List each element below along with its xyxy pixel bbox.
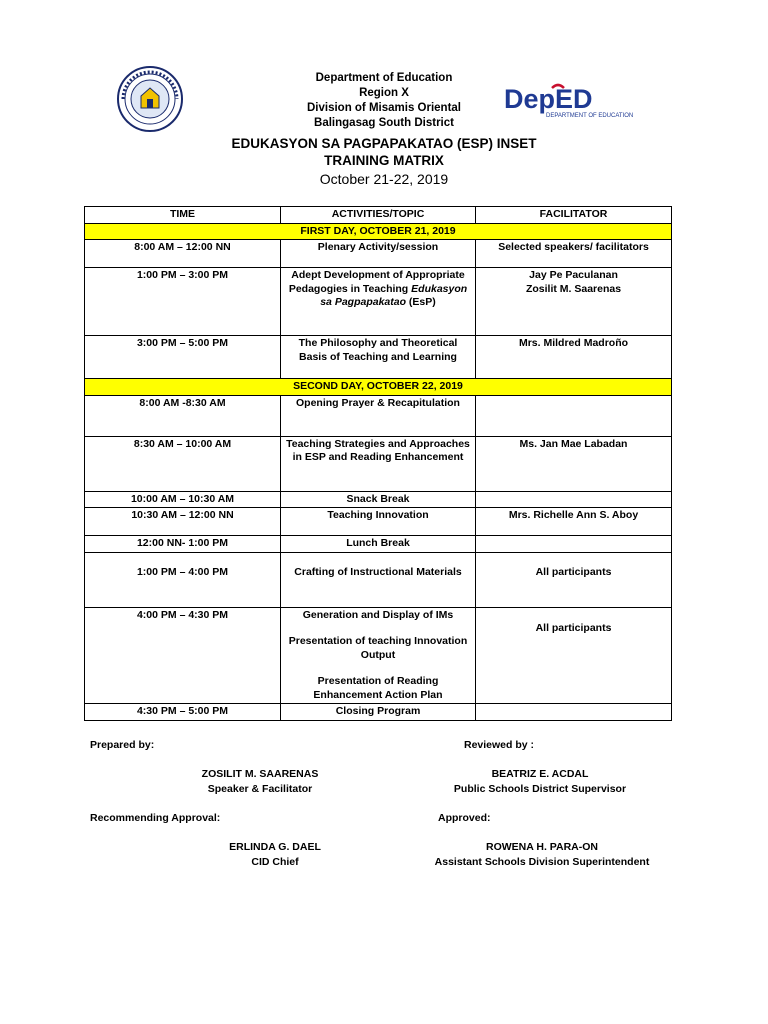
deped-logo-text: DepED <box>504 84 593 114</box>
activity-cell <box>281 607 476 704</box>
facilitator-cell: All participants <box>476 607 672 704</box>
approved-label: Approved: <box>438 812 491 824</box>
activity-item: Generation and Display of IMs <box>302 608 454 621</box>
table-row <box>85 491 672 508</box>
document-title: EDUKASYON SA PAGPAPAKATAO (ESP) INSET <box>231 136 537 151</box>
document-subtitle: TRAINING MATRIX <box>324 153 444 168</box>
time-cell: 4:00 PM – 4:30 PM <box>85 607 281 704</box>
activity-cell: Teaching Strategies and Approaches in ESP and Reading Enhancement <box>281 436 476 491</box>
activity-cell: Opening Prayer & Recapitulation <box>281 395 476 436</box>
column-header-activities: ACTIVITIES/TOPIC <box>281 207 476 224</box>
time-cell: 8:00 AM – 12:00 NN <box>85 240 281 268</box>
activity-cell: The Philosophy and Theoretical Basis of Teaching and Learning <box>281 336 476 379</box>
activity-italic-text: Edukasyon sa Pagpapakatao <box>320 282 468 308</box>
signatory-title: Assistant Schools Division Superintendent <box>434 856 650 868</box>
day-label-first: FIRST DAY, OCTOBER 21, 2019 <box>85 223 672 240</box>
table-row <box>85 395 672 436</box>
facilitator-name: Zosilit M. Saarenas <box>525 282 622 295</box>
day-row-second <box>85 379 672 396</box>
reviewed-by-signatory <box>420 767 660 797</box>
activity-cell: Snack Break <box>281 491 476 508</box>
table-row <box>85 508 672 536</box>
facilitator-name: Jay Pe Paculanan <box>529 269 618 281</box>
time-cell: 1:00 PM – 4:00 PM <box>85 552 281 607</box>
prepared-by-label: Prepared by: <box>90 739 155 751</box>
time-cell: 4:30 PM – 5:00 PM <box>85 704 281 721</box>
table-row <box>85 268 672 336</box>
day-row-first <box>85 223 672 240</box>
time-cell: 8:00 AM -8:30 AM <box>85 395 281 436</box>
training-matrix-table <box>84 206 672 721</box>
facilitator-cell <box>476 395 672 436</box>
header-line-department: Department of Education <box>315 72 453 84</box>
deped-logo <box>502 82 642 127</box>
signatory-title: Public Schools District Supervisor <box>453 783 627 795</box>
signatory-name: ZOSILIT M. SAARENAS <box>201 768 319 780</box>
document-date: October 21-22, 2019 <box>319 171 449 187</box>
facilitator-cell: All participants <box>476 552 672 607</box>
signatory-name: BEATRIZ E. ACDAL <box>491 768 589 780</box>
activity-cell: Lunch Break <box>281 536 476 553</box>
table-header-row <box>85 207 672 224</box>
activity-text: Adept Development of Appropriate Pedagogies in Teaching <box>288 269 465 295</box>
facilitator-cell <box>476 536 672 553</box>
activity-text-suffix: (EsP) <box>406 296 436 308</box>
activity-cell: Closing Program <box>281 704 476 721</box>
table-row <box>85 436 672 491</box>
column-header-facilitator: FACILITATOR <box>476 207 672 224</box>
day-label-second: SECOND DAY, OCTOBER 22, 2019 <box>85 379 672 396</box>
activity-cell: Plenary Activity/session <box>281 240 476 268</box>
activity-cell <box>281 268 476 336</box>
activity-cell: Crafting of Instructional Materials <box>281 552 476 607</box>
deped-logo-subtext: DEPARTMENT OF EDUCATION <box>546 113 634 119</box>
signatory-title: CID Chief <box>251 856 299 868</box>
time-cell: 10:30 AM – 12:00 NN <box>85 508 281 536</box>
time-cell: 1:00 PM – 3:00 PM <box>85 268 281 336</box>
table-row <box>85 536 672 553</box>
facilitator-cell <box>476 491 672 508</box>
approved-signatory <box>412 840 672 870</box>
time-cell: 12:00 NN- 1:00 PM <box>85 536 281 553</box>
table-row <box>85 336 672 379</box>
time-cell: 3:00 PM – 5:00 PM <box>85 336 281 379</box>
header-lines <box>0 71 768 131</box>
facilitator-cell: Ms. Jan Mae Labadan <box>476 436 672 491</box>
table-row <box>85 607 672 704</box>
activity-cell: Teaching Innovation <box>281 508 476 536</box>
table-row <box>85 240 672 268</box>
prepared-by-signatory <box>150 767 370 797</box>
time-cell: 8:30 AM – 10:00 AM <box>85 436 281 491</box>
table-row <box>85 552 672 607</box>
table-row <box>85 704 672 721</box>
column-header-time: TIME <box>85 207 281 224</box>
reviewed-by-label: Reviewed by : <box>464 739 535 751</box>
header-line-region: Region X <box>359 87 409 99</box>
activity-item: Presentation of teaching Innovation Output <box>288 635 468 661</box>
time-cell: 10:00 AM – 10:30 AM <box>85 491 281 508</box>
recommending-signatory <box>165 840 385 870</box>
facilitator-cell: Mrs. Richelle Ann S. Aboy <box>476 508 672 536</box>
facilitator-cell <box>476 268 672 336</box>
signatory-title: Speaker & Facilitator <box>207 783 313 795</box>
signatory-name: ERLINDA G. DAEL <box>229 841 321 853</box>
activity-item: Presentation of Reading Enhancement Action Plan <box>313 675 443 701</box>
facilitator-cell: Selected speakers/ facilitators <box>476 240 672 268</box>
header-line-district: Balingasag South District <box>314 117 454 129</box>
facilitator-cell <box>476 704 672 721</box>
header-line-division: Division of Misamis Oriental <box>306 102 461 114</box>
facilitator-cell: Mrs. Mildred Madroño <box>476 336 672 379</box>
recommending-approval-label: Recommending Approval: <box>90 812 221 824</box>
signatory-name: ROWENA H. PARA-ON <box>486 841 598 853</box>
